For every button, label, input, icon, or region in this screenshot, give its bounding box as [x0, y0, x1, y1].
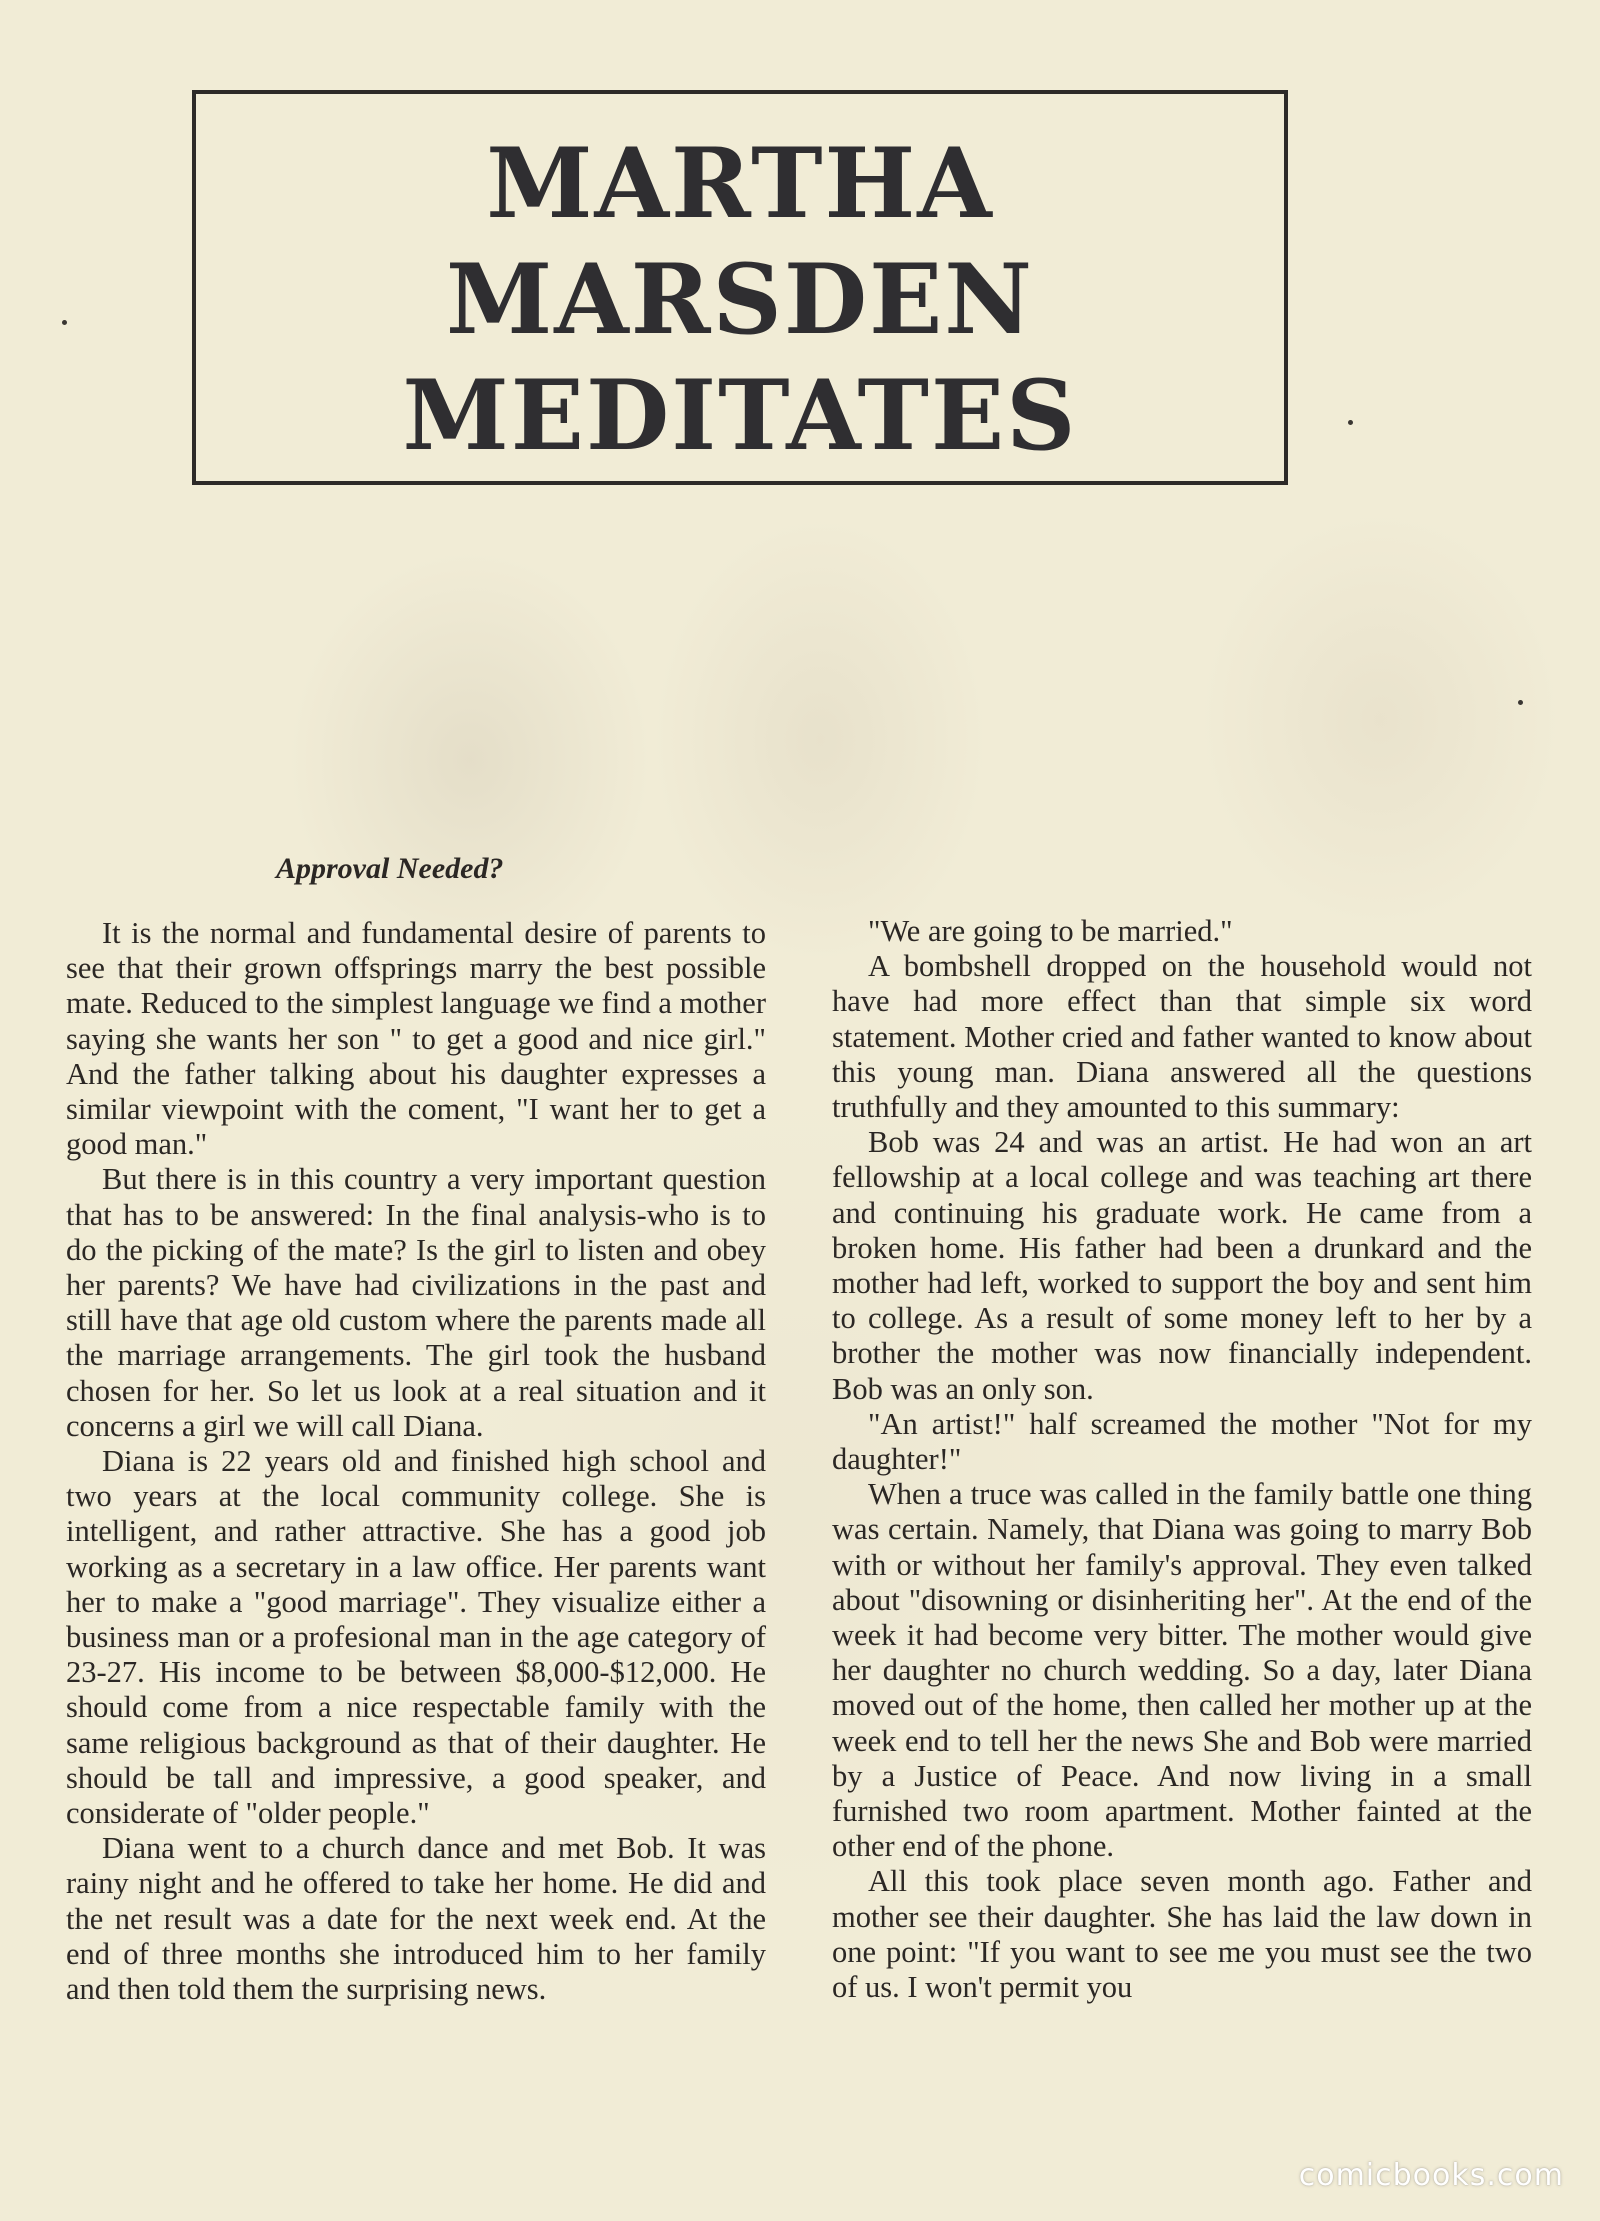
title-line-1: MARTHA: [486, 127, 994, 240]
ink-speck: [1518, 700, 1523, 705]
section-heading: Approval Needed?: [276, 852, 504, 885]
left-column: [66, 916, 766, 2156]
paragraph: Diana went to a church dance and met Bob. It was rainy night and he offered to take her home. He did and the net result was a date for the next week end. At the end of three months she introduced him to her family and then told them the surprising news.: [66, 1831, 766, 2007]
paragraph: A bombshell dropped on the household would not have had more effect than that simple six word statement. Mother cried and father wanted to know about this young man. Diana answered all the questions truthfully and they amounted to this summary:: [832, 949, 1532, 1125]
paragraph: "An artist!" half screamed the mother "Not for my daughter!": [832, 1406, 1532, 1477]
ink-speck: [62, 320, 67, 325]
title-line-3: MEDITATES: [402, 359, 1078, 472]
paragraph: But there is in this country a very important question that has to be answered: In the final analysis-who is to do the picking of the mate? Is the girl to listen and obey her parents? We have had civilizations in the past and still have that age old custom where the parents made all the marriage arrangements. The girl took the husband chosen for her. So let us look at a real situation and it concerns a girl we will call Diana.: [66, 1162, 766, 1443]
paragraph: "We are going to be married.": [868, 914, 1233, 948]
ink-speck: [1348, 420, 1353, 425]
right-column: [832, 914, 1532, 2154]
title-line-2: MARSDEN: [445, 243, 1035, 356]
paragraph: It is the normal and fundamental desire of parents to see that their grown offsprings marry the best possible mate. Reduced to the simplest language we find a mother saying she wants her son " to get a good and nice girl." And the father talking about his daughter expresses a similar viewpoint with the coment, "I want her to get a good man.": [66, 916, 766, 1162]
paragraph: Bob was 24 and was an artist. He had won an art fellowship at a local college and was teaching art there and continuing his graduate work. He came from a broken home. His father had been a drunkard and the mother had left, worked to support the boy and sent him to college. As a result of some money left to her by a brother the mother was now financially independent. Bob was an only son.: [832, 1125, 1532, 1406]
paragraph: All this took place seven month ago. Father and mother see their daughter. She has laid the law down in one point: "If you want to see me you must see the two of us. I won't permit you: [832, 1864, 1532, 2005]
watermark: comicbooks.com: [1298, 2158, 1564, 2193]
paragraph: When a truce was called in the family battle one thing was certain. Namely, that Diana was going to marry Bob with or without her family's approval. They even talked about "disowning or disinheriting her". At the end of the week it had become very bitter. The mother would give her daughter no church wedding. So a day, later Diana moved out of the home, then called her mother up at the week end to tell her the news She and Bob were married by a Justice of Peace. And now living in a small furnished two room apartment. Mother fainted at the other end of the phone.: [832, 1477, 1532, 1864]
paragraph: Diana is 22 years old and finished high school and two years at the local community college. She is intelligent, and rather attractive. She has a good job working as a secretary in a law office. Her parents want her to make a "good marriage". They visualize either a business man or a profesional man in the age category of 23-27. His income to be between $8,000-$12,000. He should come from a nice respectable family with the same religious background as that of their daughter. He should be tall and impressive, a good speaker, and considerate of "older people.": [66, 1444, 766, 1831]
title-box: [192, 90, 1288, 485]
